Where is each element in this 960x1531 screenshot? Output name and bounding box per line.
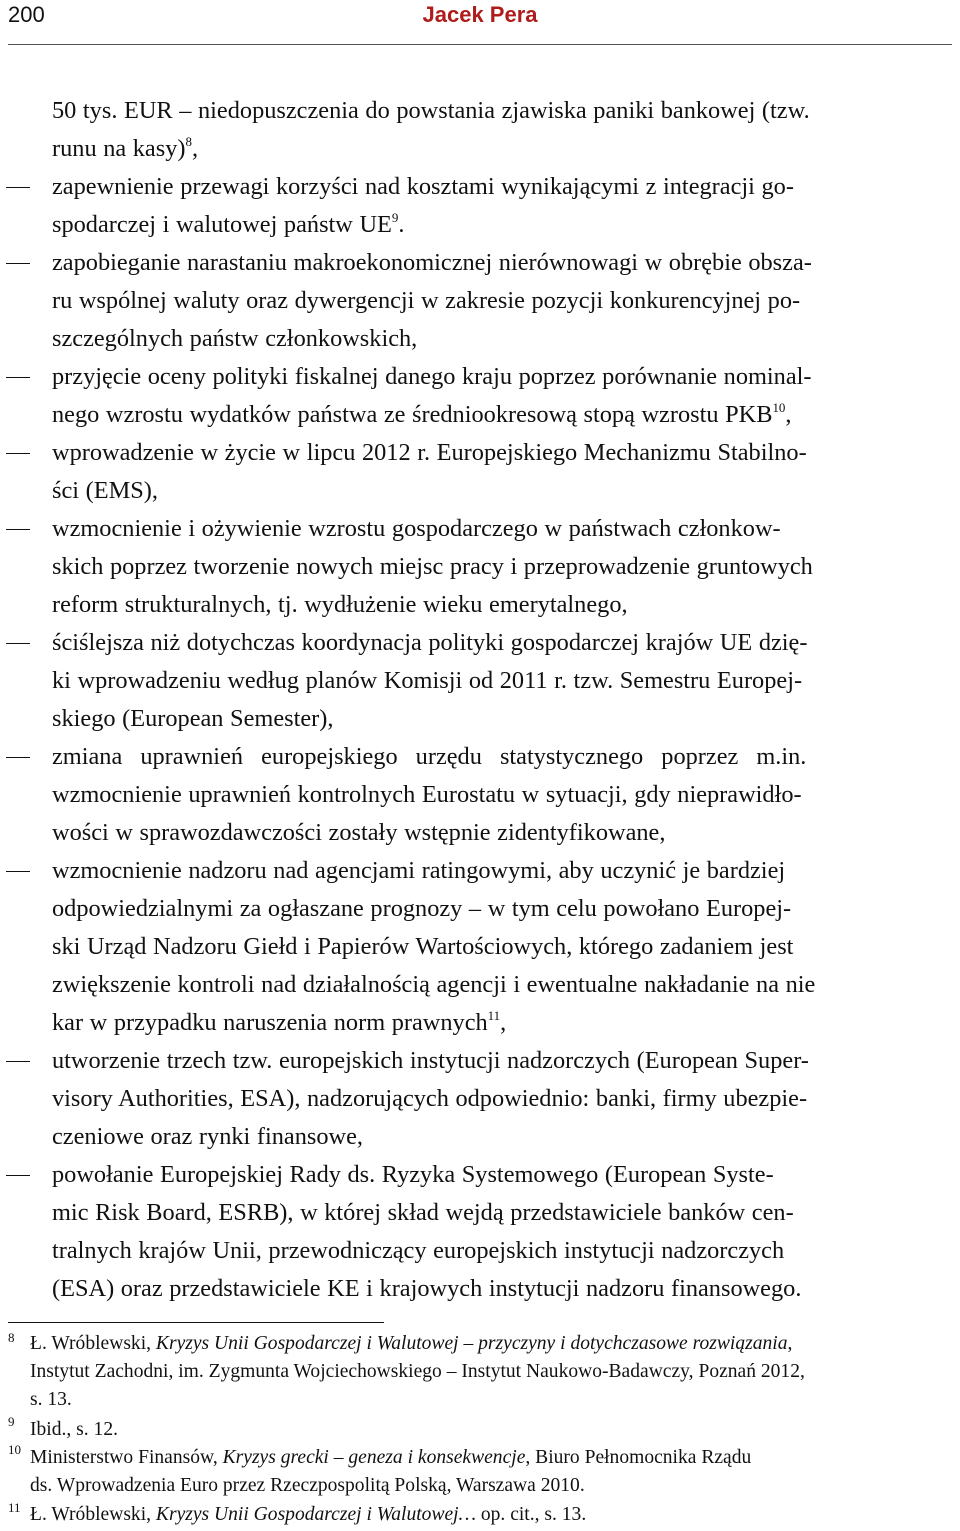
- text-line: mic Risk Board, ESRB), w której skład wejdą przedstawiciele banków cen-: [52, 1199, 794, 1226]
- text-line: wzmocnienie nadzoru nad agencjami ratingowymi, aby uczynić je bardziej: [52, 857, 786, 884]
- footnote-line: Ł. Wróblewski, Kryzys Unii Gospodarczej i Walutowej… op. cit., s. 13.: [30, 1504, 587, 1525]
- text-line: szczególnych państw członkowskich,: [52, 325, 418, 352]
- footnote-number: 11: [8, 1500, 21, 1515]
- footnote-number: 9: [8, 1414, 15, 1429]
- list-dash: [6, 244, 32, 282]
- text-line: tralnych krajów Unii, przewodniczący europejskich instytucji nadzorczych: [52, 1237, 785, 1264]
- footnote-number: 10: [8, 1442, 21, 1457]
- list-dash: [6, 168, 32, 206]
- page-header: [0, 0, 960, 46]
- list-dash: [6, 358, 32, 396]
- text-line: przyjęcie oceny polityki fiskalnej danego kraju poprzez porównanie nominal-: [52, 363, 812, 390]
- text-line: reform strukturalnych, tj. wydłużenie wieku emerytalnego,: [52, 591, 628, 618]
- footnote-line: Instytut Zachodni, im. Zygmunta Wojciechowskiego – Instytut Naukowo-Badawczy, Poznań 2012,: [30, 1361, 805, 1382]
- list-dash: [6, 1156, 32, 1194]
- text-line: powołanie Europejskiej Rady ds. Ryzyka Systemowego (European Syste-: [52, 1161, 774, 1188]
- text-line: zapewnienie przewagi korzyści nad kosztami wynikającymi z integracji go-: [52, 173, 794, 200]
- list-dash: [6, 624, 32, 662]
- footnote-line: s. 13.: [30, 1389, 72, 1410]
- footnote-ref[interactable]: 11: [487, 1008, 501, 1023]
- footnote-line: ds. Wprowadzenia Euro przez Rzeczpospolitą Polską, Warszawa 2010.: [30, 1475, 585, 1496]
- text-line: zwiększenie kontroli nad działalnością agencji i ewentualne nakładanie na nie: [52, 971, 816, 998]
- footnote-ref[interactable]: 9: [391, 210, 399, 225]
- header-rule: [8, 44, 952, 45]
- text-line: wzmocnienie i ożywienie wzrostu gospodarczego w państwach członkow-: [52, 515, 781, 542]
- text-line: kar w przypadku naruszenia norm prawnych$^{11}$,: [52, 1008, 507, 1036]
- text-line: ściślejsza niż dotychczas koordynacja polityki gospodarczej krajów UE dzię-: [52, 629, 808, 656]
- text-line: (ESA) oraz przedstawiciele KE i krajowych instytucji nadzoru finansowego.: [52, 1275, 802, 1302]
- text-line: skiego (European Semester),: [52, 705, 334, 732]
- text-line: runu na kasy)$^8$,: [52, 134, 199, 162]
- running-head-author: Jacek Pera: [422, 2, 538, 27]
- list-dash: [6, 434, 32, 472]
- text-line: ści (EMS),: [52, 477, 158, 504]
- footnote-line: Ibid., s. 12.: [30, 1419, 118, 1440]
- list-dash: [6, 738, 32, 776]
- footnote-separator: [8, 1322, 384, 1323]
- footnote-line: Ł. Wróblewski, Kryzys Unii Gospodarczej i Walutowej – przyczyny i dotychczasowe rozwiązania,: [30, 1333, 793, 1354]
- text-line: spodarczej i walutowej państw $UE^9$.: [52, 210, 405, 238]
- text-line: 50 tys. EUR – niedopuszczenia do powstania zjawiska paniki bankowej (tzw.: [52, 97, 810, 124]
- text-line: zapobieganie narastaniu makroekonomicznej nierównowagi w obrębie obsza-: [52, 249, 812, 276]
- footnote-ref[interactable]: 10: [772, 400, 786, 415]
- text-line: wości w sprawozdawczości zostały wstępnie zidentyfikowane,: [52, 819, 666, 846]
- text-line: skich poprzez tworzenie nowych miejsc pracy i przeprowadzenie gruntowych: [52, 553, 813, 580]
- list-dash: [6, 1042, 32, 1080]
- text-line: odpowiedzialnymi za ogłaszane prognozy – w tym celu powołano Europej-: [52, 895, 792, 922]
- footnote-number: 8: [8, 1330, 15, 1345]
- footnote-ref[interactable]: 8: [185, 134, 192, 149]
- text-line: utworzenie trzech tzw. europejskich instytucji nadzorczych (European Super-: [52, 1047, 809, 1074]
- text-line: wzmocnienie uprawnień kontrolnych Eurostatu w sytuacji, gdy nieprawidło-: [52, 781, 802, 808]
- footnote-line: Ministerstwo Finansów, Kryzys grecki – geneza i konsekwencje, Biuro Pełnomocnika Rządu: [30, 1447, 752, 1468]
- text-line: zmiana uprawnień europejskiego urzędu statystycznego poprzez m.in.: [52, 743, 807, 770]
- list-dash: [6, 852, 32, 890]
- text-line: ski Urząd Nadzoru Giełd i Papierów Wartościowych, którego zadaniem jest: [52, 933, 794, 960]
- text-line: ru wspólnej waluty oraz dywergencji w zakresie pozycji konkurencyjnej po-: [52, 287, 801, 314]
- text-line: nego wzrostu wydatków państwa ze średniookresową stopą wzrostu PKB$^{10}$,: [52, 400, 792, 428]
- page-number: 200: [8, 2, 45, 27]
- text-line: wprowadzenie w życie w lipcu 2012 r. Europejskiego Mechanizmu Stabilno-: [52, 439, 807, 466]
- text-line: ki wprowadzeniu według planów Komisji od 2011 r. tzw. Semestru Europej-: [52, 667, 803, 694]
- text-line: visory Authorities, ESA), nadzorujących odpowiednio: banki, firmy ubezpie-: [52, 1085, 808, 1112]
- text-line: czeniowe oraz rynki finansowe,: [52, 1123, 363, 1150]
- list-dash: [6, 510, 32, 548]
